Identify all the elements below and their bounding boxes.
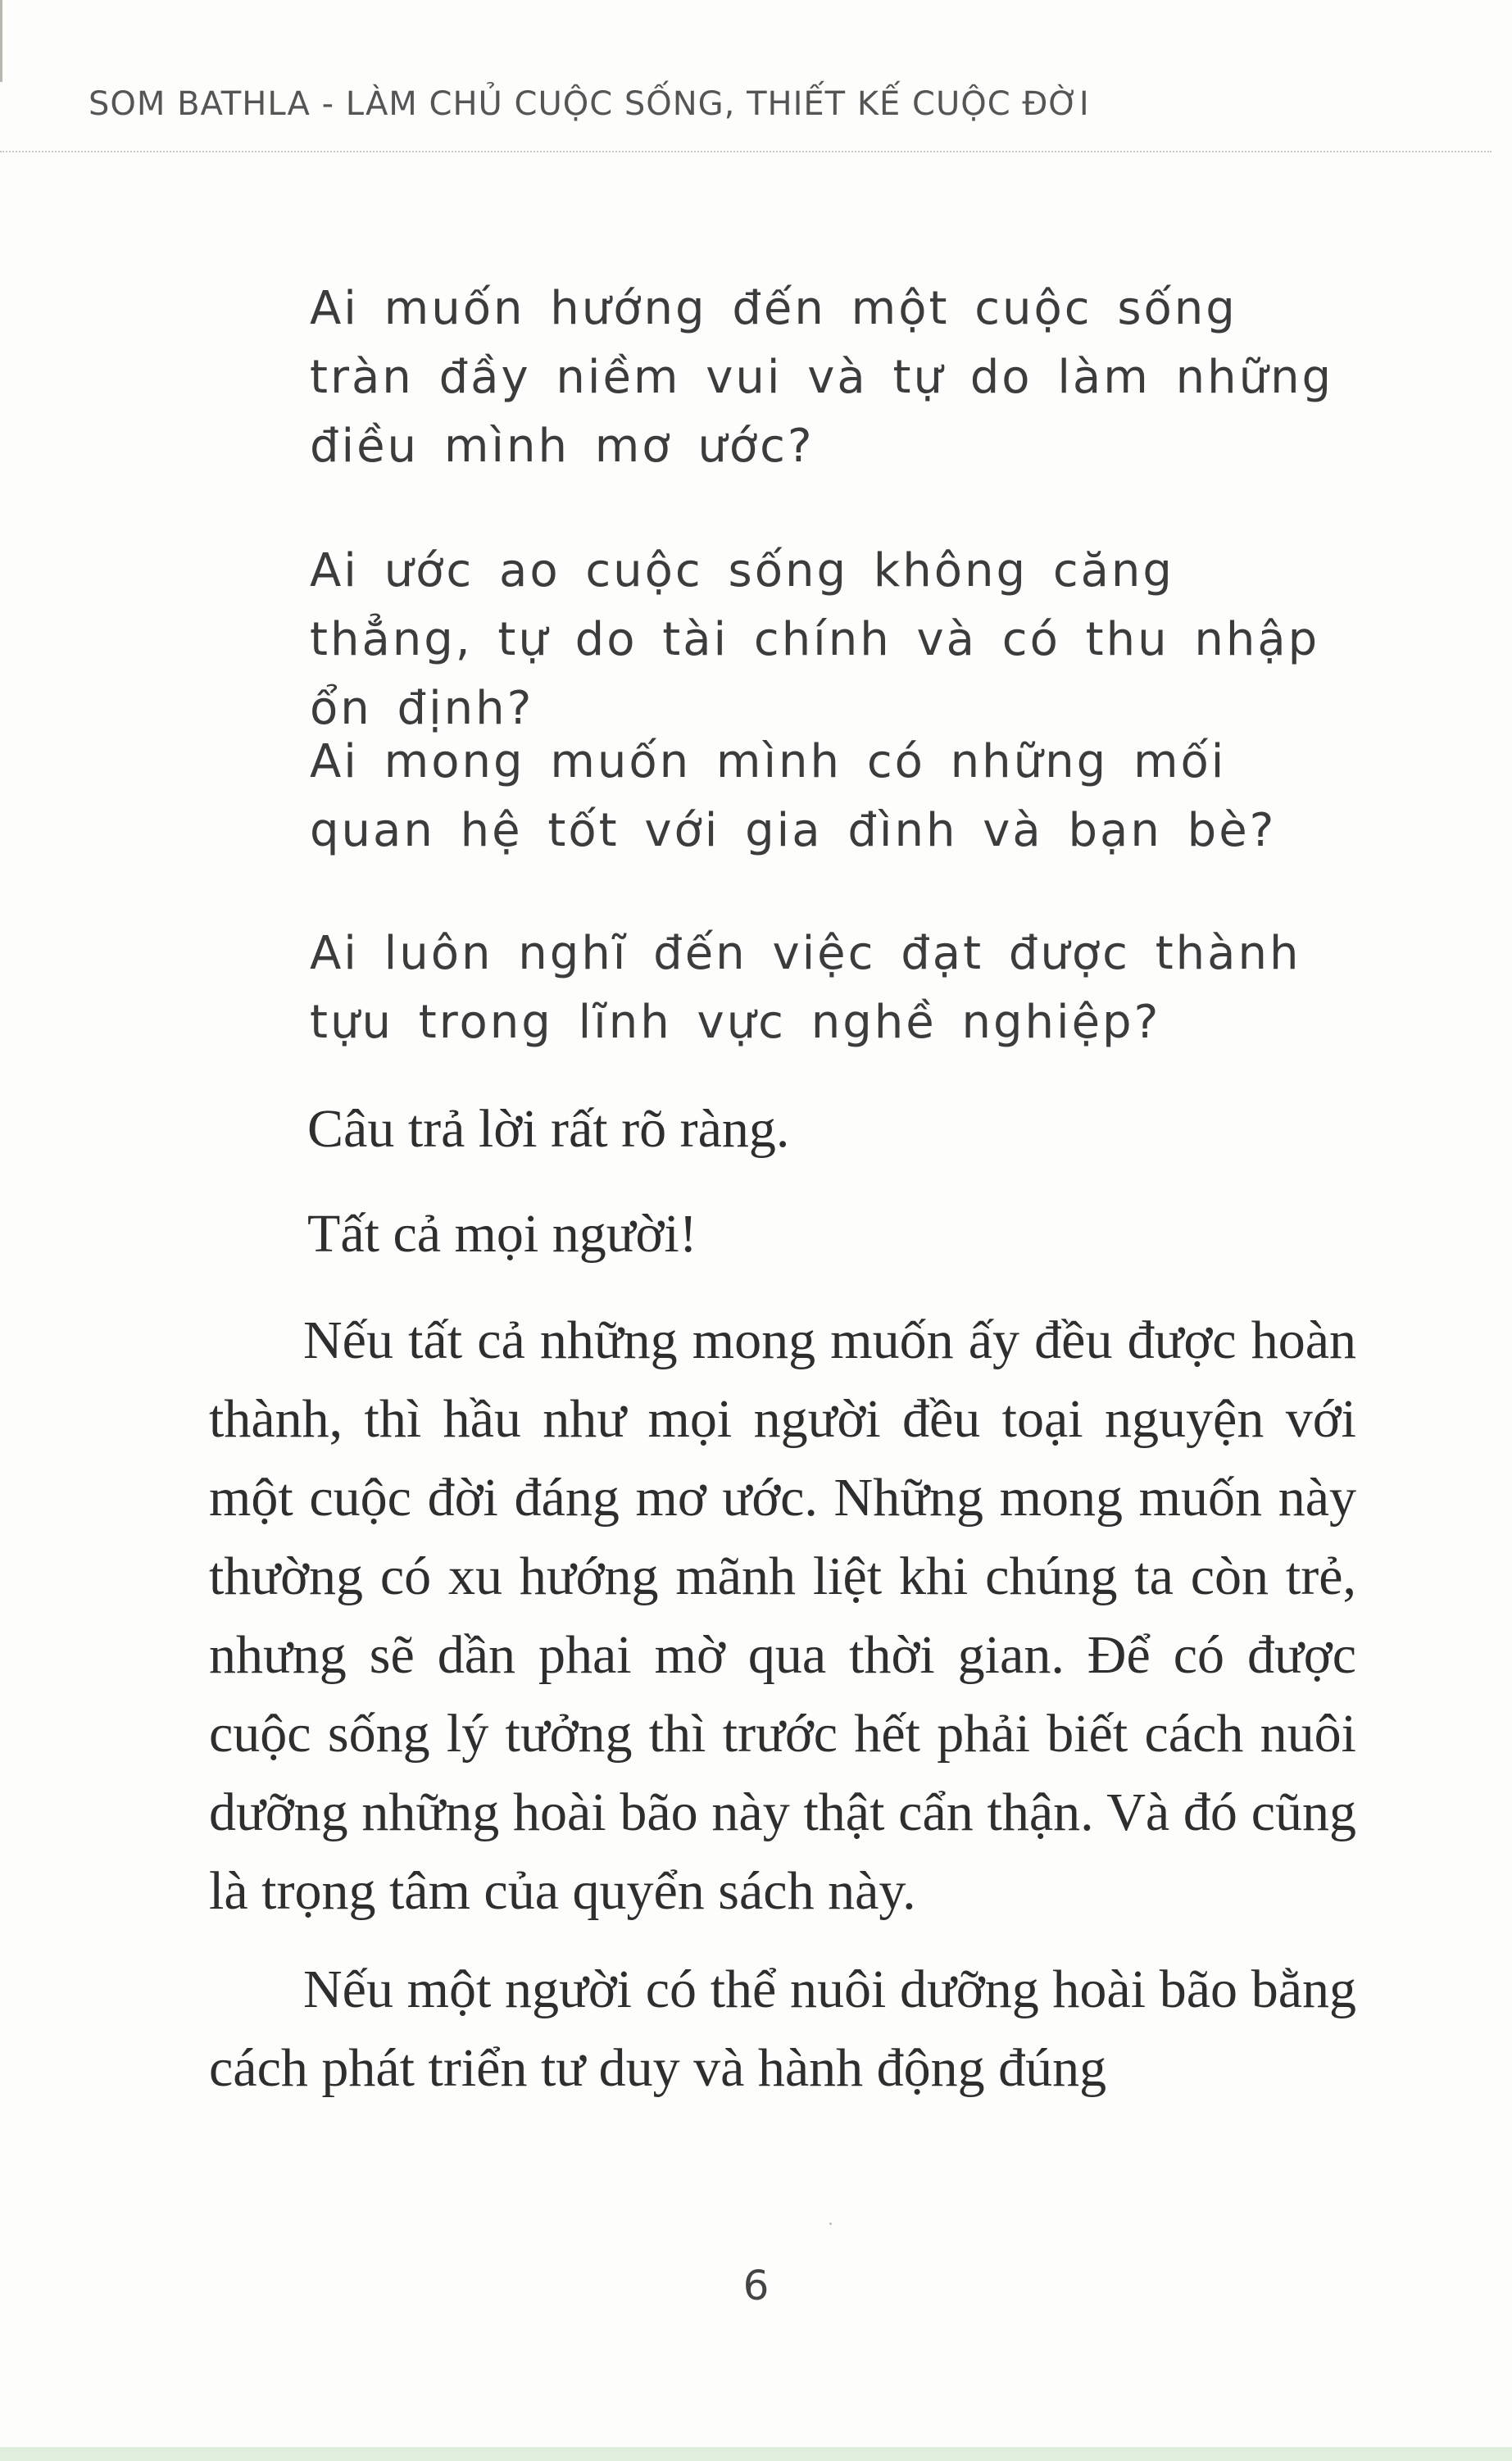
body-paragraph-2: Nếu một người có thể nuôi dưỡng hoài bão bằng cách phát triển tư duy và hành động đúng <box>209 1959 1356 2098</box>
page-edge-line <box>0 0 2 82</box>
question-1: Ai muốn hướng đến một cuộc sống tràn đầy niềm vui và tự do làm những điều mình mơ ước? <box>310 282 1334 473</box>
running-head: SOM BATHLA - LÀM CHỦ CUỘC SỐNG, THIẾT KẾ CUỘC ĐỜI <box>89 85 1090 123</box>
page-bottom-edge <box>0 2447 1512 2461</box>
scan-speck <box>829 2223 832 2225</box>
question-2: Ai ước ao cuộc sống không căng thẳng, tự do tài chính và có thu nhập ổn định? <box>310 544 1320 735</box>
exclamation-line: Tất cả mọi người! <box>307 1204 697 1264</box>
answer-line: Câu trả lời rất rõ ràng. <box>307 1099 790 1159</box>
page-number: 6 <box>742 2262 770 2309</box>
question-4: Ai luôn nghĩ đến việc đạt được thành tựu trong lĩnh vực nghề nghiệp? <box>310 927 1301 1049</box>
header-divider <box>0 151 1492 152</box>
body-paragraph-1: Nếu tất cả những mong muốn ấy đều được hoàn thành, thì hầu như mọi người đều toại nguyện với một cuộc đời đáng mơ ước. Những mong muốn này thường có xu hướng mãnh liệt khi chúng ta còn trẻ, nhưng sẽ dần phai mờ qua thời gian. Để có được cuộc sống lý tưởng thì trước hết phải biết cách nuôi dưỡng những hoài bão này thật cẩn thận. Và đó cũng là trọng tâm của quyển sách này. <box>209 1310 1356 1921</box>
question-3: Ai mong muốn mình có những mối quan hệ tốt với gia đình và bạn bè? <box>310 735 1277 857</box>
